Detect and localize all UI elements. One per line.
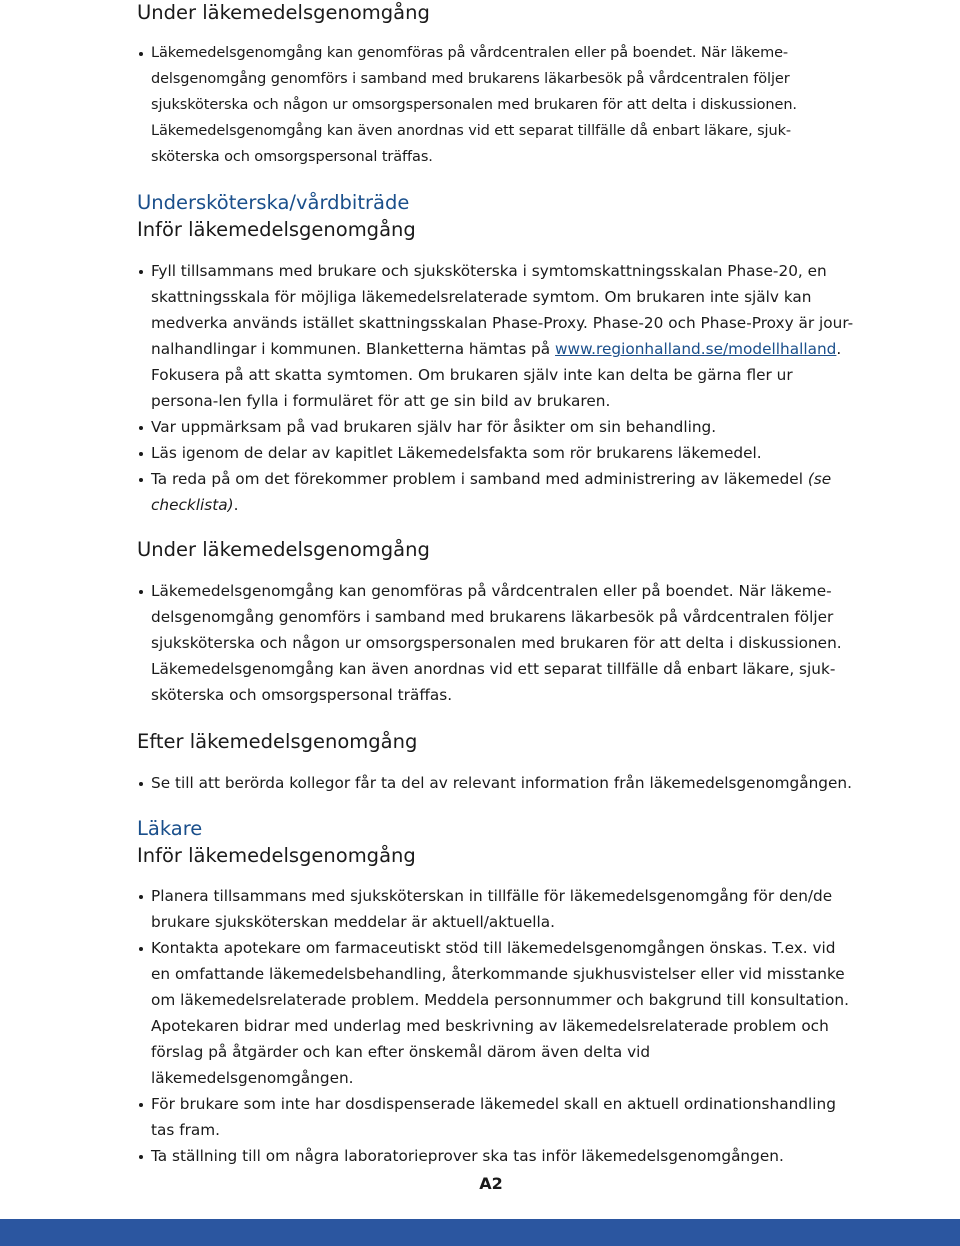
bullet-list-efter	[137, 770, 857, 796]
role-heading-underskoterska: Undersköterska/vårdbiträde	[137, 191, 410, 214]
bullet-list-infor-2	[137, 883, 857, 1169]
list-item: Fyll tillsammans med brukare och sjuksköterska i symtomskattningsskalan Phase-20, en skattningsskala för möjliga läkemedelsrelaterade symtom. Om brukaren inte själv kan medverka används istället skattningsskalan Phase-Proxy. Phase-20 och Phase-Proxy är jour-nalhandlingar i kommunen. Blanketterna hämtas på www.regionhalland.se/modellhalland. Fokusera på att skatta symtomen. Om brukaren själv inte kan delta be gärna fler ur persona-len fylla i formuläret för att ge sin bild av brukaren.	[137, 258, 857, 414]
section-heading-under-2: Under läkemedelsgenomgång	[137, 538, 430, 561]
list-item: Var uppmärksam på vad brukaren själv har för åsikter om sin behandling.	[137, 414, 857, 440]
page-number: A2	[479, 1174, 503, 1193]
section-heading-infor-2: Inför läkemedelsgenomgång	[137, 844, 416, 867]
bullet-list-under-2	[137, 578, 857, 708]
list-item: Kontakta apotekare om farmaceutiskt stöd till läkemedelsgenomgången önskas. T.ex. vid en omfattande läkemedelsbehandling, återkommande sjukhusvistelser eller vid misstanke om läkemedelsrelaterade problem. Meddela personnummer och bakgrund till konsultation. Apotekaren bidrar med underlag med beskrivning av läkemedelsrelaterade problem och förslag på åtgärder och kan efter önskemål därom även delta vid läkemedelsgenomgången.	[137, 935, 857, 1091]
list-item: Ta ställning till om några laboratorieprover ska tas inför läkemedelsgenomgången.	[137, 1143, 857, 1169]
list-item: Läkemedelsgenomgång kan genomföras på vårdcentralen eller på boendet. När läkeme-delsgenomgång genomförs i samband med brukarens läkarbesök på vårdcentralen följer sjuksköterska och någon ur omsorgspersonalen med brukaren för att delta i diskussionen. Läkemedelsgenomgång kan även anordnas vid ett separat tillfälle då enbart läkare, sjuk-sköterska och omsorgspersonal träffas.	[137, 40, 857, 170]
bullet-list-under-1	[137, 40, 857, 170]
list-item: För brukare som inte har dosdispenserade läkemedel skall en aktuell ordinationshandling tas fram.	[137, 1091, 857, 1143]
role-heading-lakare: Läkare	[137, 817, 203, 840]
footer-band	[0, 1219, 960, 1246]
list-item: Planera tillsammans med sjuksköterskan in tillfälle för läkemedelsgenomgång för den/de brukare sjuksköterskan meddelar är aktuell/aktuella.	[137, 883, 857, 935]
list-item: Ta reda på om det förekommer problem i samband med administrering av läkemedel (se checklista).	[137, 466, 857, 518]
section-heading-efter: Efter läkemedelsgenomgång	[137, 730, 418, 753]
list-item: Läs igenom de delar av kapitlet Läkemedelsfakta som rör brukarens läkemedel.	[137, 440, 857, 466]
section-heading-under-1: Under läkemedelsgenomgång	[137, 1, 430, 24]
regionhalland-link[interactable]: www.regionhalland.se/modellhalland	[555, 340, 837, 358]
bullet-list-infor-1	[137, 258, 857, 518]
section-heading-infor-1: Inför läkemedelsgenomgång	[137, 218, 416, 241]
list-item: Se till att berörda kollegor får ta del av relevant information från läkemedelsgenomgången.	[137, 770, 857, 796]
list-item: Läkemedelsgenomgång kan genomföras på vårdcentralen eller på boendet. När läkeme-delsgenomgång genomförs i samband med brukarens läkarbesök på vårdcentralen följer sjuksköterska och någon ur omsorgspersonalen med brukaren för att delta i diskussionen. Läkemedelsgenomgång kan även anordnas vid ett separat tillfälle då enbart läkare, sjuk-sköterska och omsorgspersonal träffas.	[137, 578, 857, 708]
